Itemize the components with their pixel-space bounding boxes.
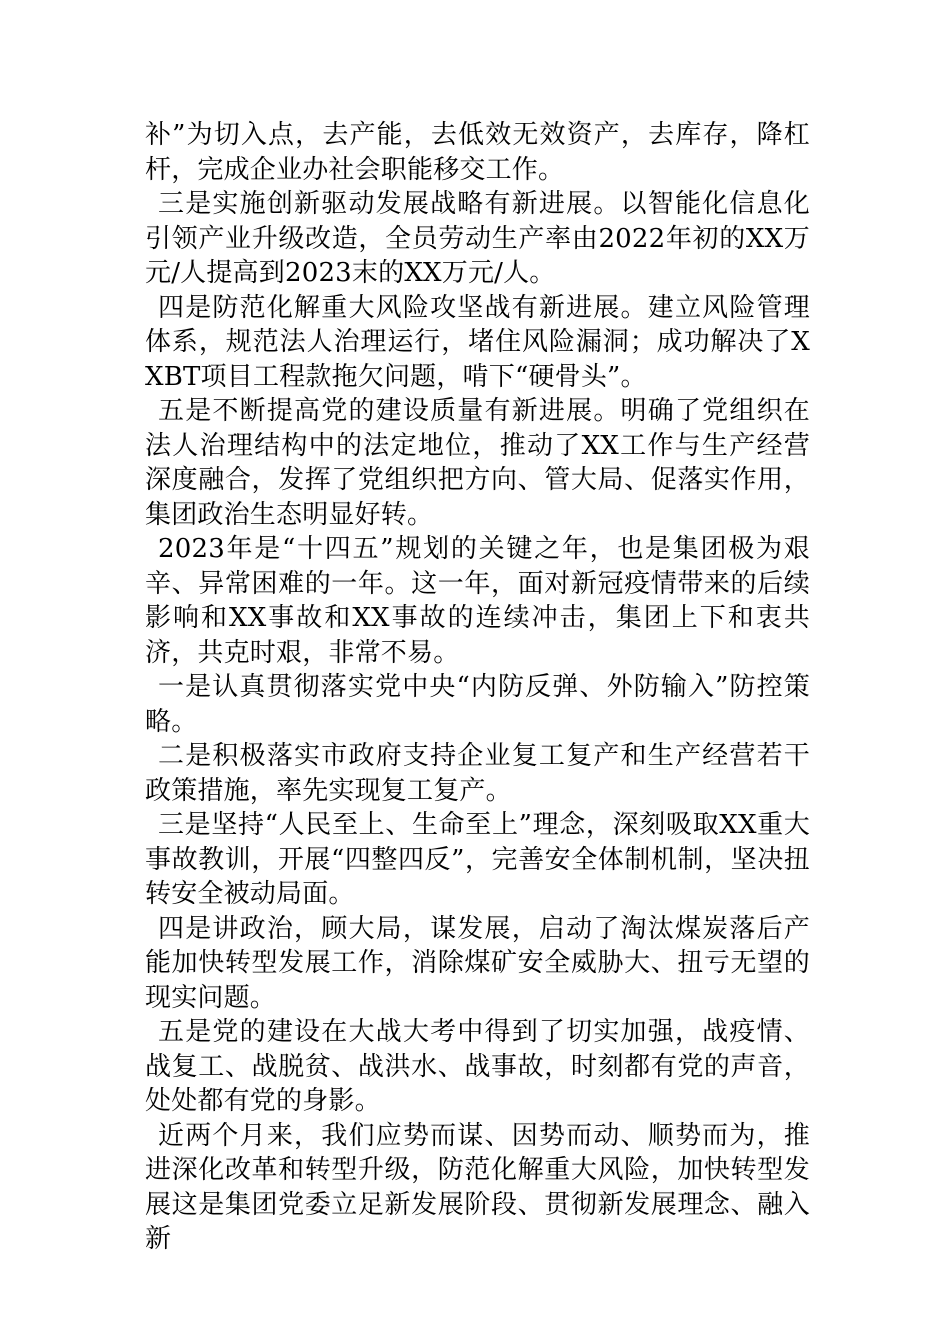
paragraph: 五是不断提高党的建设质量有新进展。明确了党组织在法人治理结构中的法定地位，推动了XX工作与生产经营深度融合，发挥了党组织把方向、管大局、促落实作用，集团政治生态明显好转。 — [145, 396, 810, 530]
paragraph: 四是防范化解重大风险攻坚战有新进展。建立风险管理体系，规范法人治理运行，堵住风险漏洞；成功解决了XXBT项目工程款拖欠问题，啃下“硬骨头”。 — [145, 292, 810, 392]
paragraph: 四是讲政治，顾大局，谋发展，启动了淘汰煤炭落后产能加快转型发展工作，消除煤矿安全威胁大、扭亏无望的现实问题。 — [145, 913, 810, 1013]
paragraph: 三是坚持“人民至上、生命至上”理念，深刻吸取XX重大事故教训，开展“四整四反”，完善安全体制机制，坚决扭转安全被动局面。 — [145, 810, 810, 909]
paragraph: 五是党的建设在大战大考中得到了切实加强，战疫情、战复工、战脱贫、战洪水、战事故，时刻都有党的声音，处处都有党的身影。 — [145, 1017, 810, 1116]
paragraph: 近两个月来，我们应势而谋、因势而动、顺势而为，推进深化改革和转型升级，防范化解重大风险，加快转型发展这是集团党委立足新发展阶段、贯彻新发展理念、融入新 — [145, 1120, 810, 1254]
paragraph: 2023年是“十四五”规划的关键之年，也是集团极为艰辛、异常困难的一年。这一年，面对新冠疫情带来的后续影响和XX事故和XX事故的连续冲击，集团上下和衷共济，共克时艰，非常不易。 — [145, 534, 810, 668]
document-body — [145, 118, 810, 1257]
paragraph: 补”为切入点，去产能，去低效无效资产，去库存，降杠杆，完成企业办社会职能移交工作。 — [145, 120, 810, 185]
paragraph: 三是实施创新驱动发展战略有新进展。以智能化信息化引领产业升级改造，全员劳动生产率由2022年初的XX万元/人提高到2023末的XX万元/人。 — [145, 189, 810, 288]
paragraph: 一是认真贯彻落实党中央“内防反弹、外防输入”防控策略。 — [145, 672, 810, 737]
paragraph: 二是积极落实市政府支持企业复工复产和生产经营若干政策措施，率先实现复工复产。 — [145, 741, 810, 806]
